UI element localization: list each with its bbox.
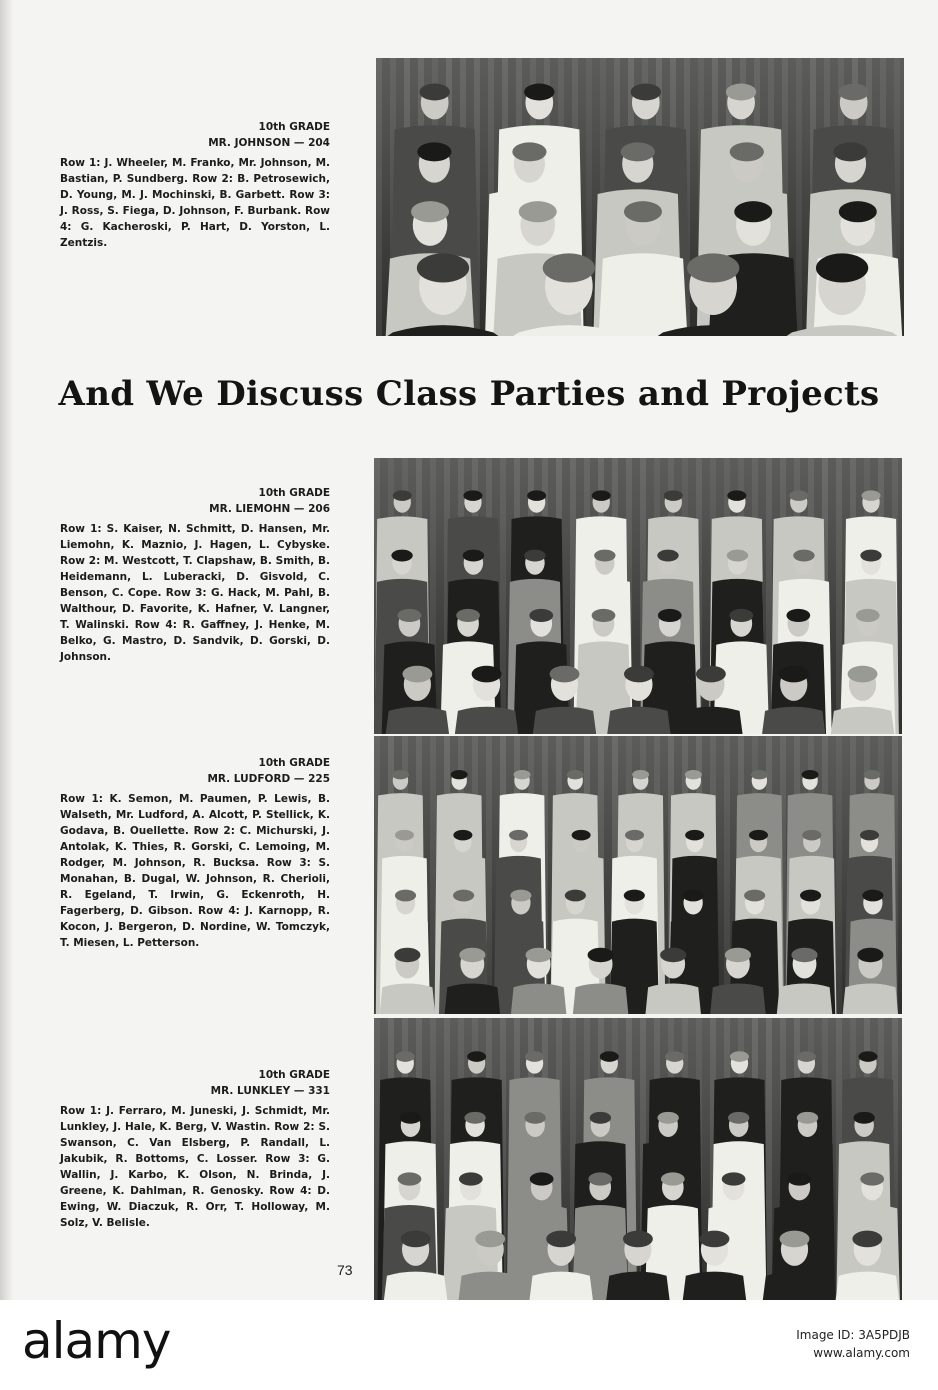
- teacher-room: MR. LUNKLEY — 331: [210, 1084, 330, 1097]
- teacher-room: MR. LIEMOHN — 206: [209, 502, 330, 515]
- grade-label: 10th GRADE: [258, 757, 330, 769]
- page-headline: And We Discuss Class Parties and Projects: [58, 374, 880, 414]
- class-caption-ludford: [60, 756, 330, 951]
- student-names: Row 1: S. Kaiser, N. Schmitt, D. Hansen, Mr. Liemohn, K. Maznio, J. Hagen, L. Cybyske. Row 2: M. Westcott, T. Clapshaw, B. Smith, B. Heidemann, L. Luberacki, D. Gisvold, C. Benson, C. Cope. Row 3: G. Hack, M. Pahl, B. Walthour, D. Favorite, K. Hafner, V. Langner, T. Walinski. Row 4: R. Gaffney, J. Henke, M. Belko, G. Mastro, D. Sandvik, D. Gorski, D. Johnson.: [60, 523, 330, 663]
- grade-label: 10th GRADE: [258, 487, 330, 499]
- page-number: 73: [337, 1262, 353, 1278]
- class-photo-ludford: [374, 736, 902, 1014]
- class-caption-liemohn: [60, 486, 330, 665]
- student-names: Row 1: J. Wheeler, M. Franko, Mr. Johnson, M. Bastian, P. Sundberg. Row 2: B. Petrosewich, D. Young, M. J. Mochinski, B. Garbett. Row 3: J. Ross, S. Fiega, D. Johnson, F. Burbank. Row 4: G. Kacheroski, P. Hart, D. Yorston, L. Zentzis.: [60, 157, 330, 249]
- student-names: Row 1: K. Semon, M. Paumen, P. Lewis, B. Walseth, Mr. Ludford, A. Alcott, P. Stellick, K. Godava, B. Ouellette. Row 2: C. Michurski, J. Antolak, K. Thies, R. Gorski, C. Lemoing, M. Rodger, M. Johnson, R. Bucksa. Row 3: S. Monahan, B. Dugal, W. Johnson, R. Cherioli, R. Egeland, T. Irwin, G. Eckenroth, H. Fagerberg, D. Gibson. Row 4: J. Karnopp, R. Kocon, J. Bergeron, D. Nordine, W. Tomczyk, T. Miesen, L. Petterson.: [60, 793, 330, 949]
- site-url: www.alamy.com: [813, 1346, 910, 1360]
- page-spine-shadow: [0, 0, 14, 1300]
- class-photo-johnson: [376, 58, 904, 336]
- class-photo-lunkley: [374, 1018, 902, 1300]
- student-names: Row 1: J. Ferraro, M. Juneski, J. Schmidt, Mr. Lunkley, J. Hale, K. Berg, V. Wastin. Row 2: S. Swanson, C. Van Elsberg, P. Randall, L. Jakubik, R. Bottoms, C. Losser. Row 3: G. Wallin, J. Karbo, K. Olson, N. Brinda, J. Greene, K. Dahlman, R. Genosky. Row 4: D. Ewing, W. Diaczuk, R. Orr, T. Holloway, M. Solz, V. Belisle.: [60, 1105, 330, 1229]
- image-id-block: [796, 1326, 910, 1362]
- class-caption-johnson: [60, 120, 330, 251]
- image-id: Image ID: 3A5PDJB: [796, 1328, 910, 1342]
- class-caption-lunkley: [60, 1068, 330, 1231]
- grade-label: 10th GRADE: [258, 1069, 330, 1081]
- teacher-room: MR. JOHNSON — 204: [208, 136, 330, 149]
- grade-label: 10th GRADE: [258, 121, 330, 133]
- class-photo-liemohn: [374, 458, 902, 734]
- brand-logo: alamy: [22, 1312, 171, 1370]
- teacher-room: MR. LUDFORD — 225: [207, 772, 330, 785]
